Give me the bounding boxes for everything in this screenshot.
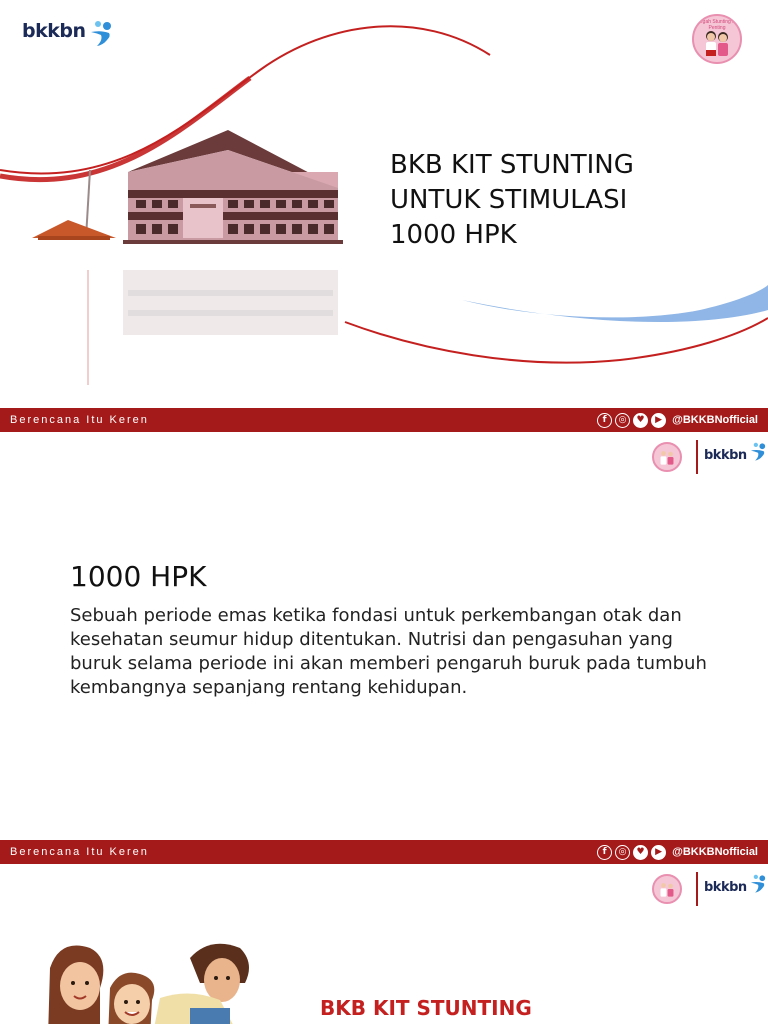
family-illustration [40,938,260,1024]
social-handle[interactable]: @BKKBNofficial [672,414,758,426]
social-handle[interactable]: @BKKBNofficial [672,846,758,858]
logo-mark-icon [87,20,115,48]
office-building-illustration [28,120,348,400]
cover-title [390,148,730,253]
footer-tagline: Berencana Itu Keren [10,846,149,858]
logo-mark-icon [748,442,768,462]
header-divider [696,440,698,474]
youtube-icon[interactable]: ▶ [651,845,666,860]
twitter-icon[interactable]: ♥ [633,413,648,428]
footer-tagline: Berencana Itu Keren [10,414,149,426]
bkkbn-logo [704,880,768,895]
slide-cover [0,0,768,432]
kids-illustration-icon [657,448,677,466]
kids-illustration-icon [700,28,734,58]
facebook-icon[interactable]: f [597,845,612,860]
instagram-icon[interactable]: ◎ [615,413,630,428]
stunting-campaign-badge [692,14,742,64]
twitter-icon[interactable]: ♥ [633,845,648,860]
cover-title-line-1: BKB KIT STUNTING [390,150,634,180]
header-divider [696,872,698,906]
section-body-text: Sebuah periode emas ketika fondasi untuk perkembangan otak dan kesehatan seumur hidup ditentukan. Nutrisi dan pengasuhan yang buruk selama periode ini akan memberi pengaruh buruk pada tumbuh kembangnya sepanjang rentang kehidupan. [70,605,707,698]
cover-title-line-3: 1000 HPK [390,220,517,250]
badge-text: Cegah Stunting Itu Penting [696,19,738,31]
slide-bkb-kit [0,864,768,1024]
slide-title: BKB KIT STUNTING [320,996,532,1020]
kids-illustration-icon [657,880,677,898]
youtube-icon[interactable]: ▶ [651,413,666,428]
logo-wordmark: bkkbn [704,880,747,895]
slide-1000-hpk [0,432,768,864]
footer-bar [0,840,768,864]
footer-bar [0,408,768,432]
social-links [597,845,758,860]
bkkbn-logo [22,20,115,48]
cover-title-line-2: UNTUK STIMULASI [390,185,628,215]
bkkbn-logo [704,448,768,463]
facebook-icon[interactable]: f [597,413,612,428]
logo-mark-icon [748,874,768,894]
section-heading: 1000 HPK [70,560,207,593]
logo-wordmark: bkkbn [704,448,747,463]
logo-wordmark: bkkbn [22,20,86,42]
social-links [597,413,758,428]
stunting-campaign-badge [652,442,682,472]
stunting-campaign-badge [652,874,682,904]
instagram-icon[interactable]: ◎ [615,845,630,860]
